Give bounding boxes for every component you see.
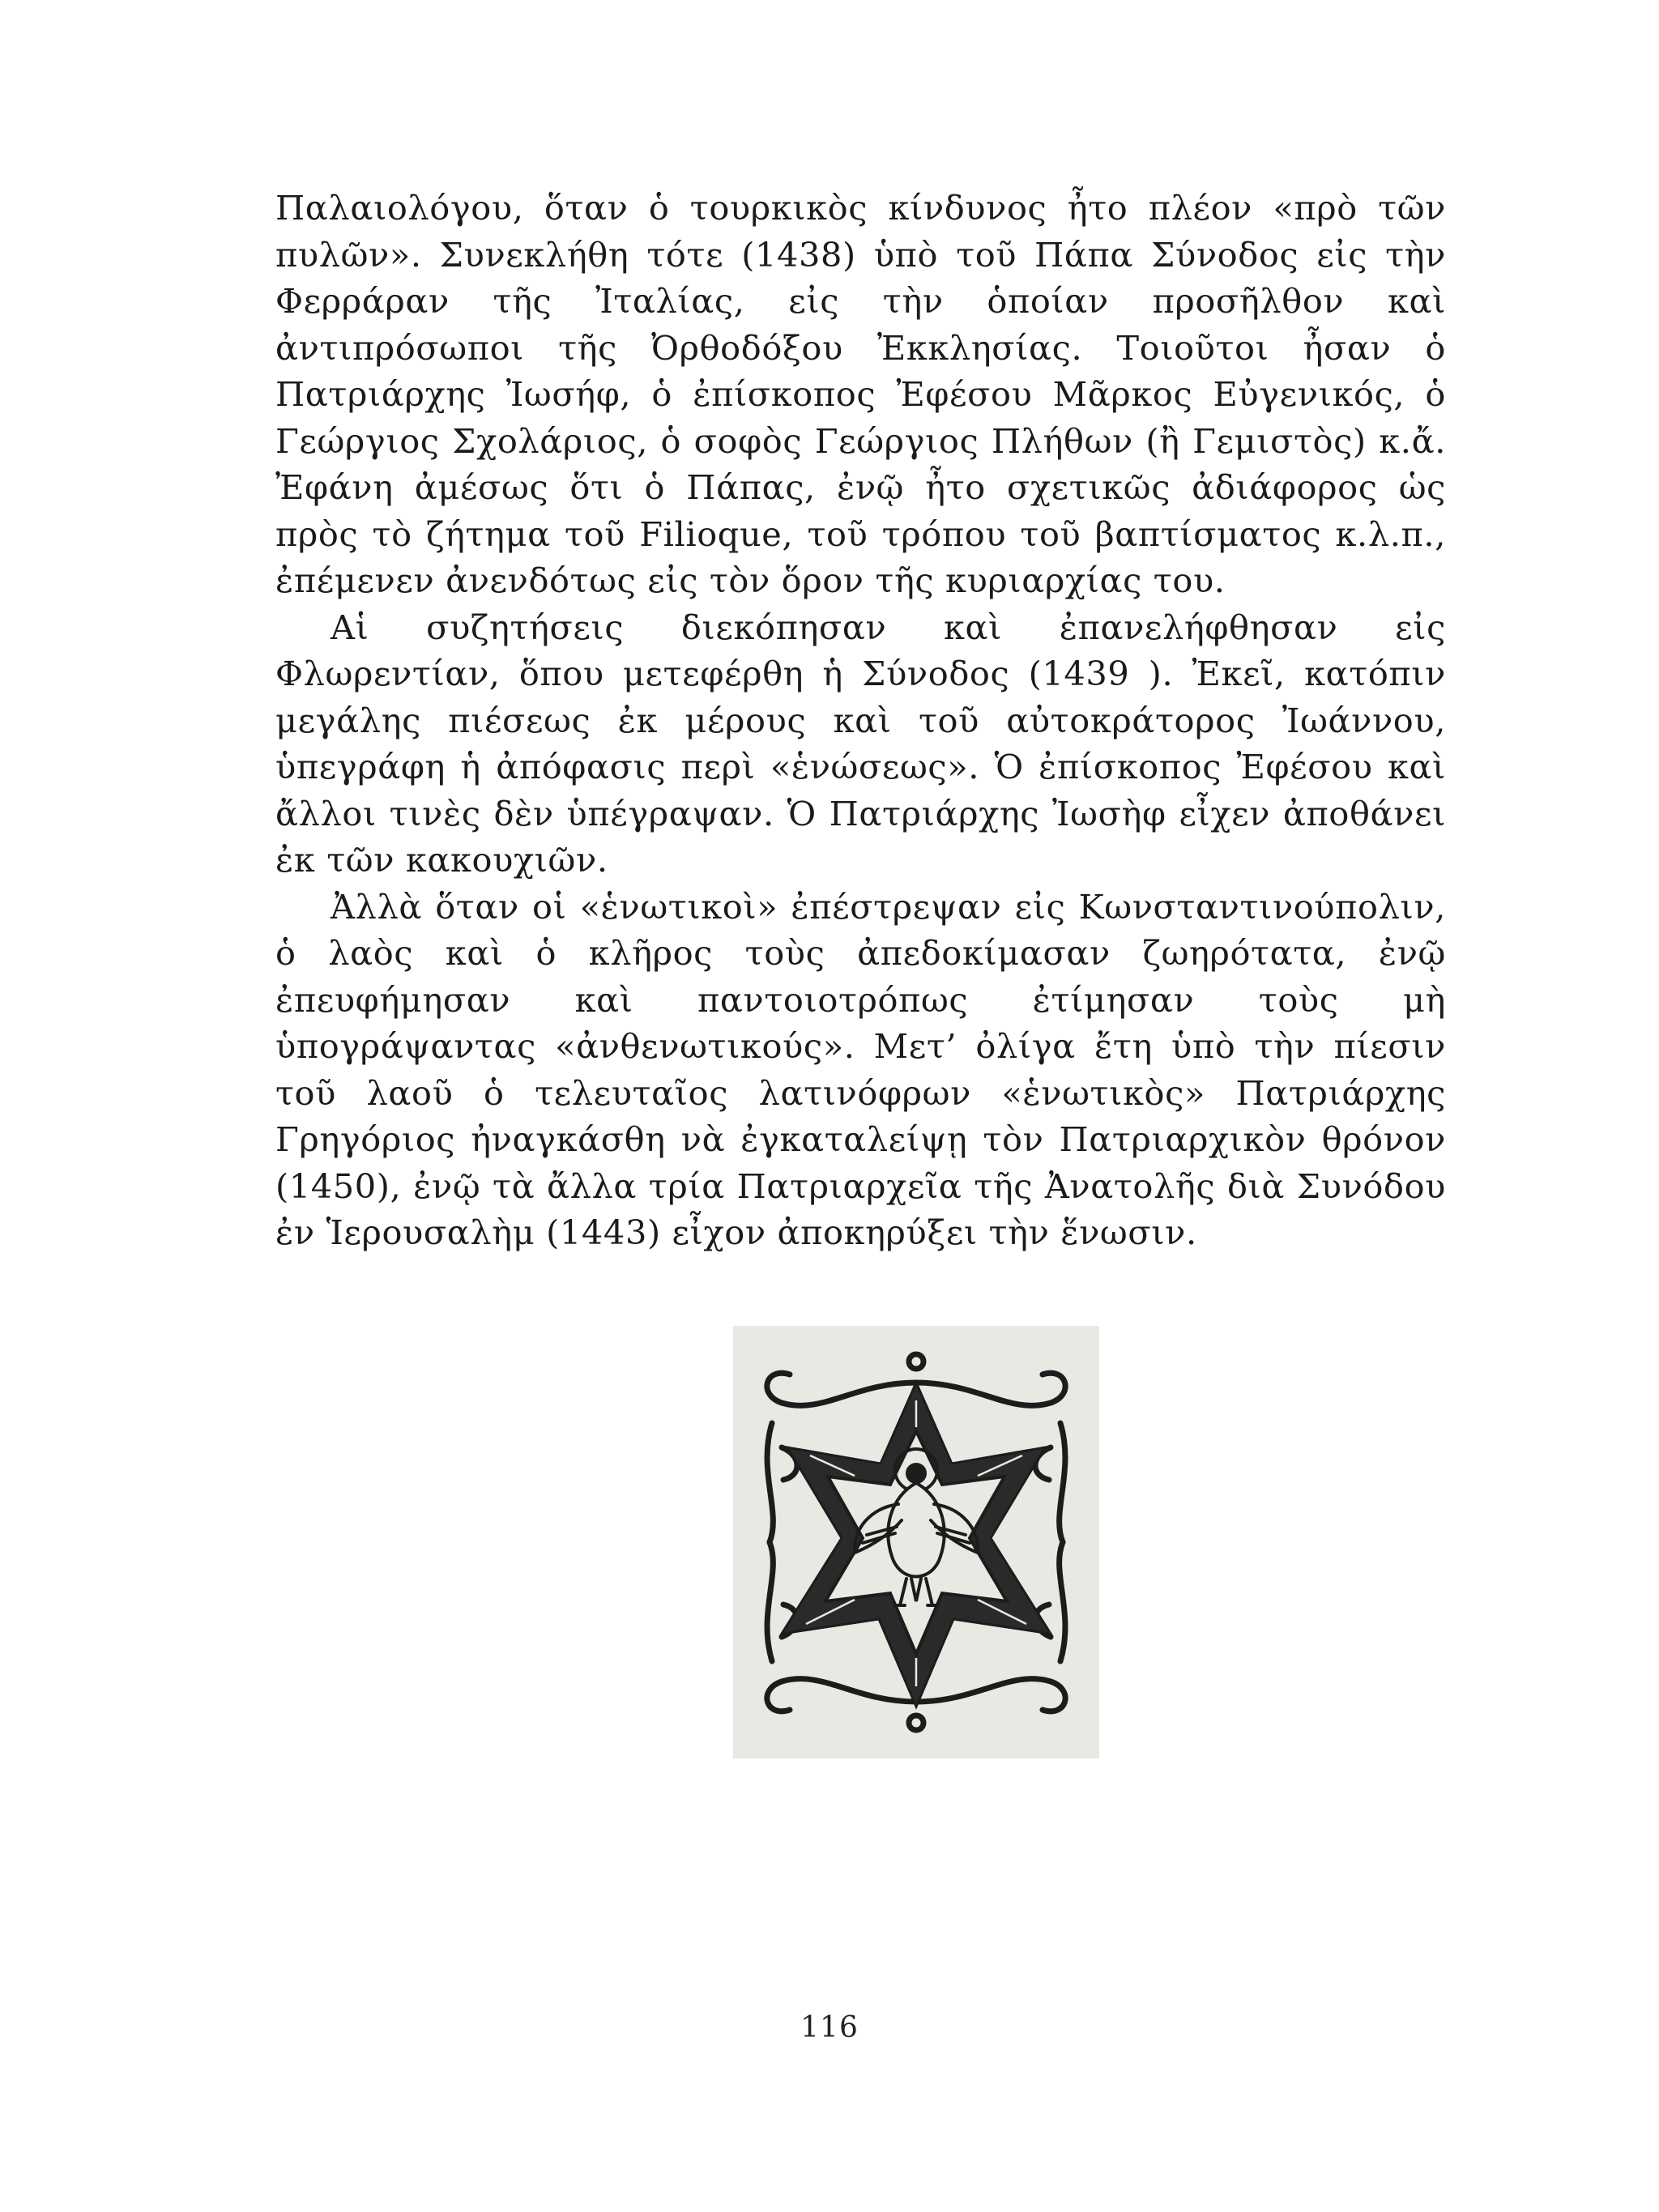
paragraph-3: Ἀλλὰ ὅταν οἱ «ἑνωτικοὶ» ἐπέστρεψαν εἰς Κωνσταντινούπολιν, ὁ λαὸς καὶ ὁ κλῆρος τοὺς ἀπεδοκίμασαν ζωηρότατα, ἐνῷ ἐπευφήμησαν καὶ παντοιοτρόπως ἐτίμησαν τοὺς μὴ ὑπογράψαντας «ἀνθενωτικούς». Μετ’ ὀλίγα ἔτη ὑπὸ τὴν πίεσιν τοῦ λαοῦ ὁ τελευταῖος λατινόφρων «ἑνωτικὸς» Πατριάρχης Γρηγόριος ἠναγκάσθη νὰ ἐγκαταλείψῃ τὸν Πατριαρχικὸν θρόνον (1450), ἐνῷ τὰ ἄλλα τρία Πατριαρχεῖα τῆς Ἀνατολῆς διὰ Συνόδου ἐν Ἱερουσαλὴμ (1443) εἶχον ἀποκηρύξει τὴν ἕνωσιν.: [275, 886, 1446, 1252]
paragraph-2: Αἱ συζητήσεις διεκόπησαν καὶ ἐπανελήφθησαν εἰς Φλωρεντίαν, ὅπου μετεφέρθη ἡ Σύνοδος (1439 ). Ἐκεῖ, κατόπιν μεγάλης πιέσεως ἐκ μέρους καὶ τοῦ αὐτοκράτορος Ἰωάννου, ὑπεγράφη ἡ ἀπόφασις περὶ «ἑνώσεως». Ὁ ἐπίσκοπος Ἐφέσου καὶ ἄλλοι τινὲς δὲν ὑπέγραψαν. Ὁ Πατριάρχης Ἰωσὴφ εἶχεν ἀποθάνει ἐκ τῶν κακουχιῶν.: [275, 607, 1446, 880]
page-number: 116: [800, 2011, 859, 2044]
dove-in-star-icon: [733, 1326, 1099, 1758]
paragraph-1: Παλαιολόγου, ὅταν ὁ τουρκικὸς κίνδυνος ἦτο πλέον «πρὸ τῶν πυλῶν». Συνεκλήθη τότε (1438) ὑπὸ τοῦ Πάπα Σύνοδος εἰς τὴν Φερράραν τῆς Ἰταλίας, εἰς τὴν ὁποίαν προσῆλθον καὶ ἀντιπρόσωποι τῆς Ὀρθοδόξου Ἐκκλησίας. Τοιοῦτοι ἦσαν ὁ Πατριάρχης Ἰωσήφ, ὁ ἐπίσκοπος Ἐφέσου Μᾶρκος Εὐγενικός, ὁ Γεώργιος Σχολάριος, ὁ σοφὸς Γεώργιος Πλήθων (ἢ Γεμιστὸς) κ.ἄ. Ἐφάνη ἀμέσως ὅτι ὁ Πάπας, ἐνῷ ἦτο σχετικῶς ἀδιάφορος ὡς πρὸς τὸ ζήτημα τοῦ Filioque, τοῦ τρόπου τοῦ βαπτίσματος κ.λ.π., ἐπέμενεν ἀνενδότως εἰς τὸν ὅρον τῆς κυριαρχίας του.: [275, 188, 1446, 600]
body-text: [275, 185, 1446, 1256]
